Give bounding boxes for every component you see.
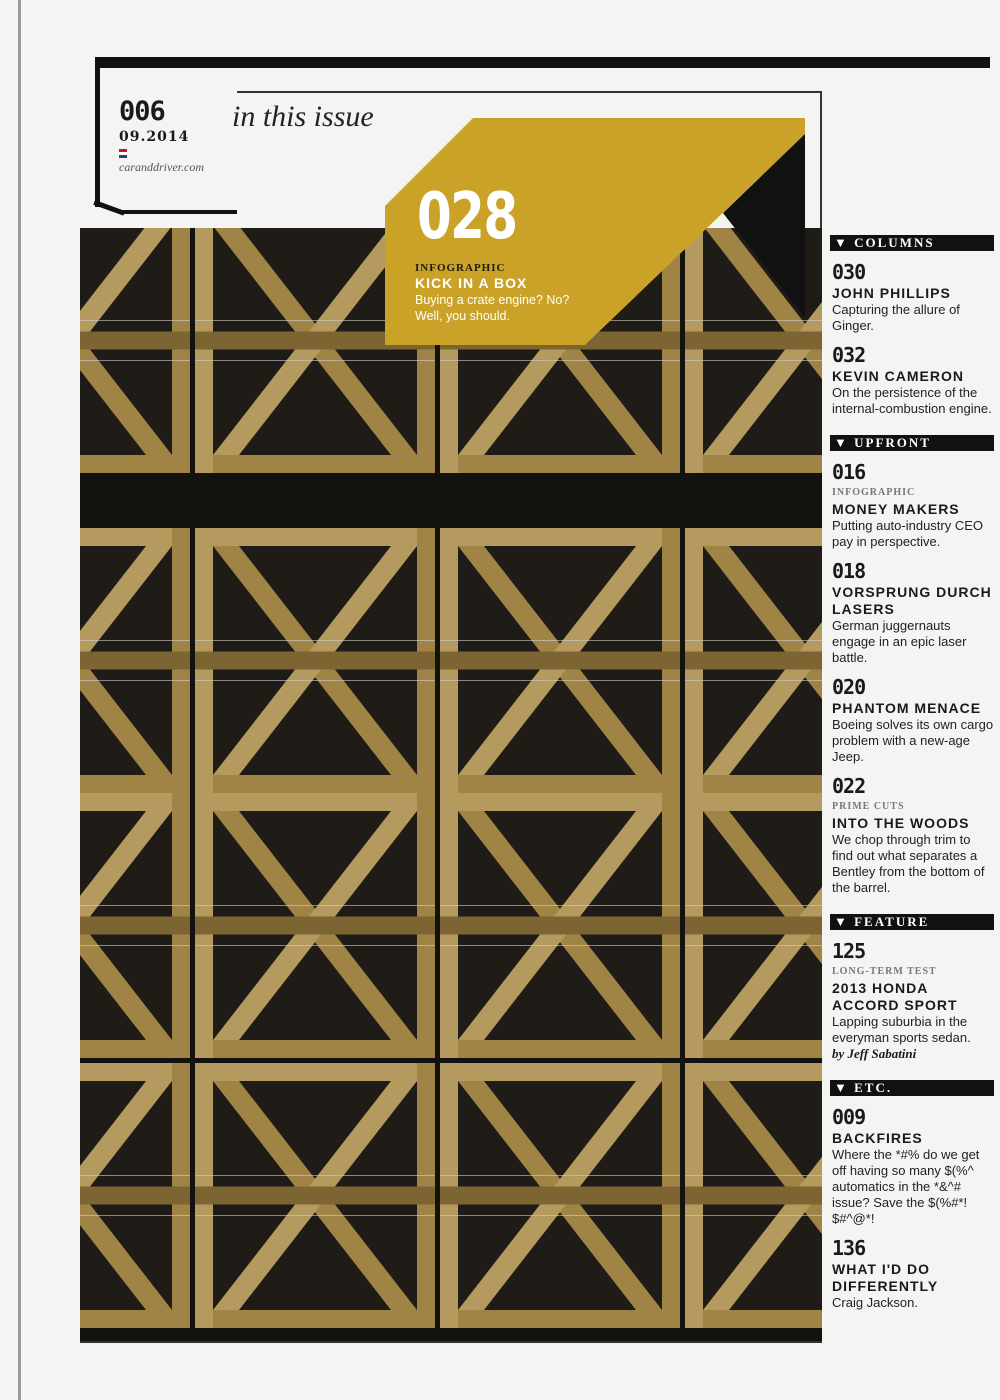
crate-slat [440, 917, 680, 935]
entry-byline: by Jeff Sabatini [832, 1046, 917, 1061]
crate-slat [195, 1063, 435, 1081]
crate-slat [440, 1063, 680, 1081]
entry-title: INTO THE WOODS [832, 815, 970, 831]
toc-entry[interactable] [832, 261, 994, 334]
entry-kicker: INFOGRAPHIC [832, 487, 916, 498]
page-edge [18, 0, 21, 1400]
entry-title: BACKFIRES [832, 1130, 923, 1146]
crate-slat [195, 528, 435, 546]
toc-section [822, 435, 994, 896]
frame-thin-top [237, 91, 821, 93]
crate-slat [685, 528, 822, 546]
entry-title: VORSPRUNG DURCH LASERS [832, 584, 992, 617]
entry-dek: German juggernauts engage in an epic laser battle. [832, 618, 967, 665]
feature-page-number: 028 [417, 180, 517, 254]
toc-entry[interactable] [832, 1237, 994, 1311]
page-number: 018 [832, 559, 866, 583]
issue-date: 09.2014 [119, 129, 190, 145]
feature-headline[interactable]: KICK IN A BOX [415, 275, 528, 291]
crate-slat [685, 775, 822, 793]
page-number: 030 [832, 260, 866, 284]
entry-title: JOHN PHILLIPS [832, 285, 951, 301]
crate-slat [685, 455, 822, 473]
crate-slat [440, 455, 680, 473]
top-rule [95, 57, 990, 68]
toc-entry[interactable] [832, 940, 994, 1062]
section-label: ▼ UPFRONT [830, 435, 994, 451]
page-number: 125 [832, 939, 866, 963]
feature-dek: Buying a crate engine? No? Well, you should. [415, 293, 570, 323]
crate-slat [440, 528, 680, 546]
crate-slat [195, 917, 435, 935]
toc-entry[interactable] [832, 676, 994, 765]
toc-entry[interactable] [832, 775, 994, 896]
entry-dek: Boeing solves its own cargo problem with a new-age Jeep. [832, 717, 994, 764]
toc-section [822, 914, 994, 1062]
page-number: 022 [832, 774, 866, 798]
flag-icon [119, 149, 127, 158]
crate-slat [685, 1187, 822, 1205]
crate-slat [440, 1187, 680, 1205]
crate-slat [195, 1187, 435, 1205]
page-number: 009 [832, 1105, 866, 1129]
toc-entry[interactable] [832, 461, 994, 550]
page-number: 020 [832, 675, 866, 699]
crate-slat [685, 652, 822, 670]
entry-title: PHANTOM MENACE [832, 700, 982, 716]
website[interactable]: caranddriver.com [119, 160, 204, 174]
frame-left-rule [95, 57, 100, 207]
crate-slat [195, 1310, 435, 1328]
crate-slat [195, 455, 435, 473]
crate-slat [685, 793, 822, 811]
crate-slat [685, 1040, 822, 1058]
crate-slat [685, 1310, 822, 1328]
crate-slat [440, 1040, 680, 1058]
entry-title: KEVIN CAMERON [832, 368, 965, 384]
toc-entry[interactable] [832, 1106, 994, 1227]
page-title: in this issue [232, 100, 374, 133]
entry-title: MONEY MAKERS [832, 501, 960, 517]
entry-title: WHAT I'D DO DIFFERENTLY [832, 1261, 939, 1294]
page-number: 136 [832, 1236, 866, 1260]
crate-slat [195, 1040, 435, 1058]
frame-bottom-rule [122, 210, 237, 214]
entry-dek: Where the *#% do we get off having so many $(%^ automatics in the *&^# issue? Save the $(%#*! $#^@*! [832, 1147, 980, 1226]
entry-dek: Putting auto-industry CEO pay in perspective. [832, 518, 984, 549]
crate-slat [195, 793, 435, 811]
table-of-contents [822, 235, 994, 1311]
entry-title: 2013 HONDA ACCORD SPORT [832, 980, 958, 1013]
page-number: 006 [119, 96, 165, 127]
section-label: ▼ FEATURE [830, 914, 994, 930]
entry-kicker: LONG-TERM TEST [832, 966, 937, 977]
crate-slat [80, 652, 190, 670]
crate-slat [440, 775, 680, 793]
toc-section [822, 235, 994, 417]
crate-post [172, 228, 190, 473]
entry-dek: Lapping suburbia in the everyman sports sedan. [832, 1014, 971, 1045]
entry-dek: Capturing the allure of Ginger. [832, 302, 960, 333]
crate-slat [440, 1310, 680, 1328]
crate-slat [440, 652, 680, 670]
crate-post [195, 228, 213, 473]
crate-slat [685, 917, 822, 935]
feature-kicker: INFOGRAPHIC [415, 262, 506, 274]
crate-slat [195, 775, 435, 793]
toc-entry[interactable] [832, 560, 994, 666]
frame-thin-bottom [80, 1341, 822, 1343]
entry-kicker: PRIME CUTS [832, 801, 905, 812]
frame-corner-rule [93, 200, 125, 216]
section-label: ▼ ETC. [830, 1080, 994, 1096]
crates-photo [80, 228, 822, 1341]
entry-dek: On the persistence of the internal-combustion engine. [832, 385, 992, 416]
section-label: ▼ COLUMNS [830, 235, 994, 251]
crate-slat [80, 1187, 190, 1205]
entry-dek: Craig Jackson. [832, 1295, 918, 1310]
crate-slat [440, 793, 680, 811]
toc-section [822, 1080, 994, 1311]
crate-slat [685, 1063, 822, 1081]
crate-slat [80, 917, 190, 935]
page-number: 016 [832, 460, 866, 484]
crate-slat [195, 652, 435, 670]
entry-dek: We chop through trim to find out what separates a Bentley from the bottom of the barrel. [832, 832, 985, 895]
crate-slat [80, 332, 190, 350]
page-number: 032 [832, 343, 866, 367]
toc-entry[interactable] [832, 344, 994, 417]
